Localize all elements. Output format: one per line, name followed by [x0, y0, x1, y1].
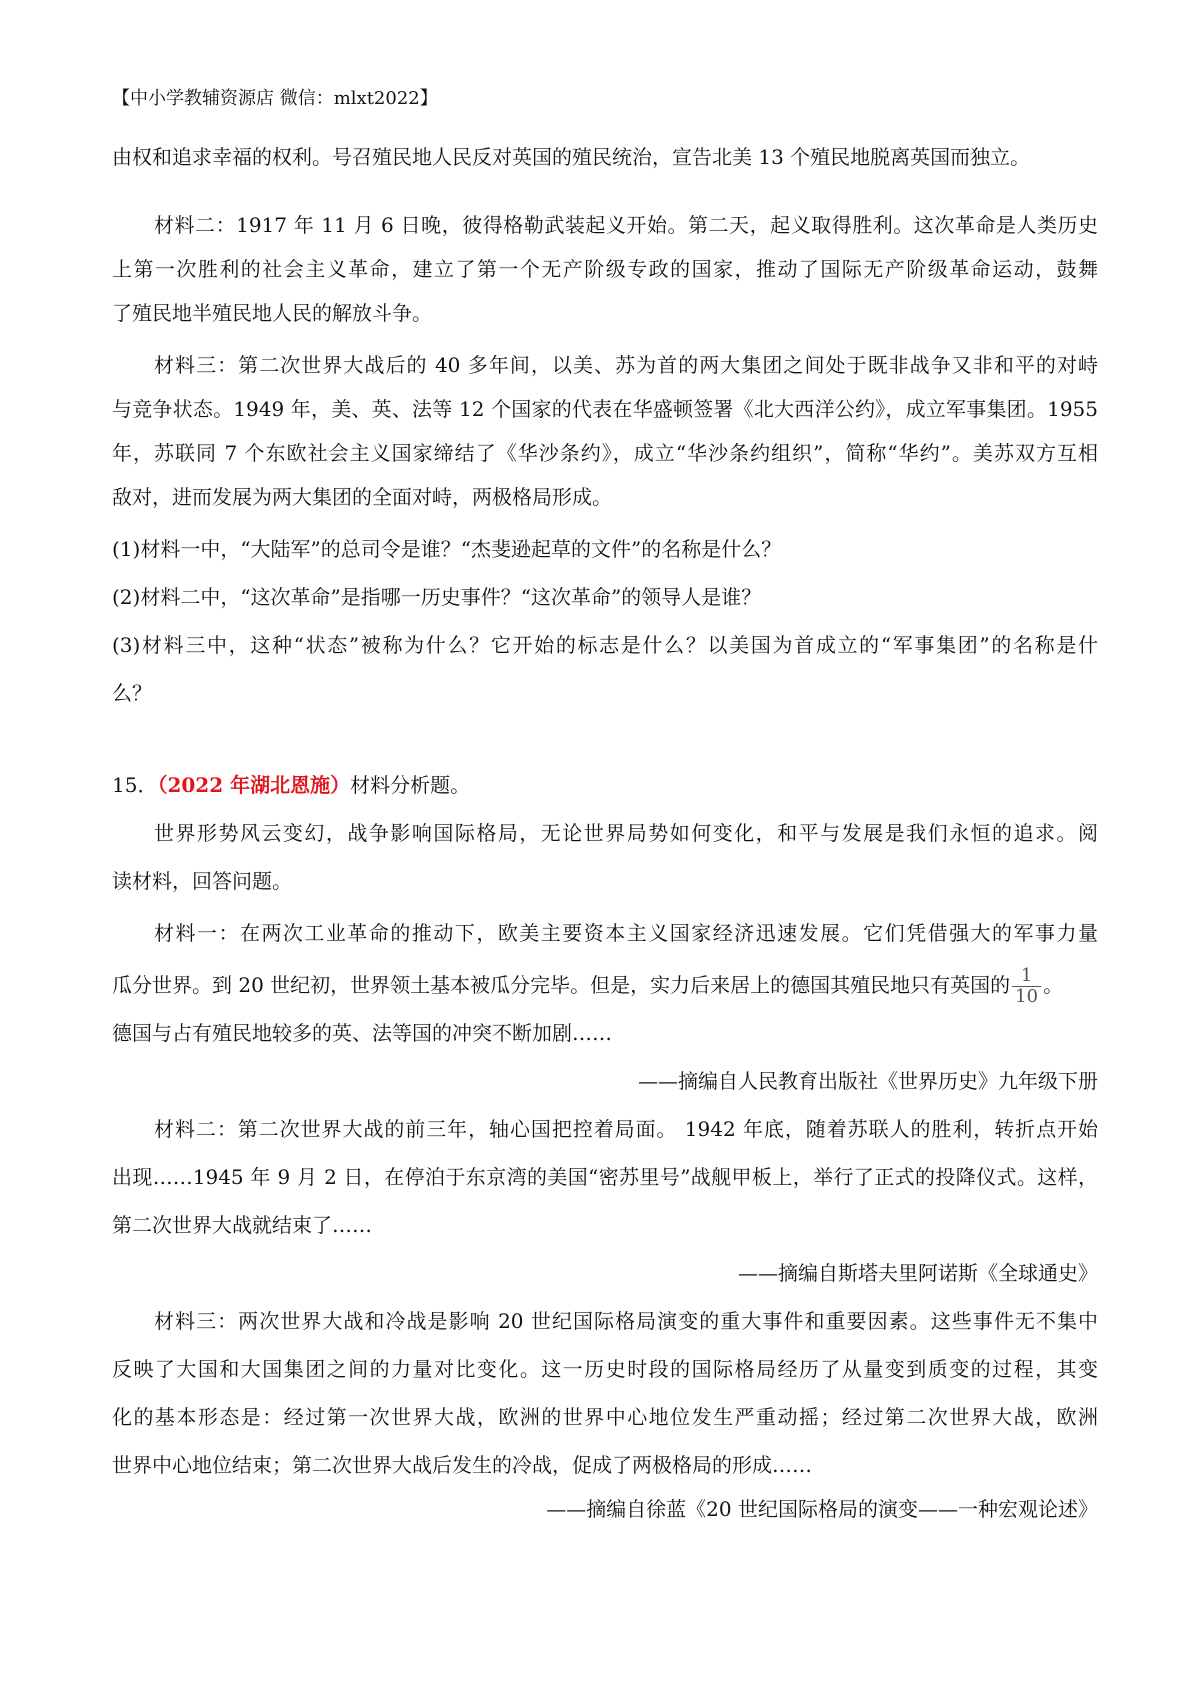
q15-material3-source: ——摘编自徐蓝《20 世纪国际格局的演变——一种宏观论述》 — [546, 1497, 1098, 1521]
question-3-line2: 么？ — [112, 681, 152, 705]
q15-material2-line2: 出现……1945 年 9 月 2 日，在停泊于东京湾的美国“密苏里号”战舰甲板上，举行了正式的投降仪式。这样， — [112, 1165, 1098, 1189]
question-number: 15． — [112, 773, 158, 797]
q15-material1-source: ——摘编自人民教育出版社《世界历史》九年级下册 — [638, 1069, 1098, 1093]
q15-material1-line2-text: 瓜分世界。到 20 世纪初，世界领土基本被瓜分完毕。但是，实力后来居上的德国其殖民地只有英国的 — [112, 973, 1011, 997]
fraction-one-tenth — [1012, 966, 1041, 1007]
question-15-heading — [112, 770, 1098, 800]
q15-material1-line2-end: 。 — [1043, 973, 1064, 997]
prev-material3-line3: 年，苏联同 7 个东欧社会主义国家缔结了《华沙条约》，成立“华沙条约组织”，简称“华约”。美苏双方互相 — [112, 441, 1098, 465]
q15-material3-line3: 化的基本形态是：经过第一次世界大战，欧洲的世界中心地位发生严重动摇；经过第二次世界大战，欧洲 — [112, 1405, 1098, 1429]
question-type-label: 材料分析题。 — [350, 773, 471, 797]
q15-material1-line3: 德国与占有殖民地较多的英、法等国的冲突不断加剧…… — [112, 1021, 612, 1045]
q15-material3-line1: 材料三：两次世界大战和冷战是影响 20 世纪国际格局演变的重大事件和重要因素。这些事件无不集中 — [154, 1309, 1098, 1333]
prev-material2-line3: 了殖民地半殖民地人民的解放斗争。 — [112, 301, 432, 325]
prev-material2-line2: 上第一次胜利的社会主义革命，建立了第一个无产阶级专政的国家，推动了国际无产阶级革命运动，鼓舞 — [112, 257, 1098, 281]
prev-material3-line1: 材料三：第二次世界大战后的 40 多年间，以美、苏为首的两大集团之间处于既非战争又非和平的对峙 — [154, 353, 1098, 377]
question-2: (2)材料二中，“这次革命”是指哪一历史事件？“这次革命”的领导人是谁？ — [112, 585, 762, 609]
material1-tail: 由权和追求幸福的权利。号召殖民地人民反对英国的殖民统治，宣告北美 13 个殖民地脱离英国而独立。 — [112, 145, 1031, 169]
q15-intro-line2: 读材料，回答问题。 — [112, 869, 292, 893]
fraction-numerator: 1 — [1020, 965, 1033, 986]
prev-material3-line4: 敌对，进而发展为两大集团的全面对峙，两极格局形成。 — [112, 485, 612, 509]
q15-material2-line1: 材料二：第二次世界大战的前三年，轴心国把控着局面。 1942 年底，随着苏联人的胜利，转折点开始 — [154, 1117, 1098, 1141]
q15-material1-line2 — [112, 966, 1098, 1007]
q15-material1-line1: 材料一：在两次工业革命的推动下，欧美主要资本主义国家经济迅速发展。它们凭借强大的军事力量 — [154, 921, 1098, 945]
q15-material2-line3: 第二次世界大战就结束了…… — [112, 1213, 372, 1237]
q15-material2-source: ——摘编自斯塔夫里阿诺斯《全球通史》 — [738, 1261, 1098, 1285]
question-source-tag: （2022 年湖北恩施） — [157, 773, 351, 797]
page-header: 【中小学教辅资源店 微信：mlxt2022】 — [112, 88, 438, 109]
question-3-line1: (3)材料三中，这种“状态”被称为什么？它开始的标志是什么？以美国为首成立的“军事集团”的名称是什 — [112, 633, 1098, 657]
q15-intro-line1: 世界形势风云变幻，战争影响国际格局，无论世界局势如何变化，和平与发展是我们永恒的追求。阅 — [154, 821, 1098, 845]
question-1: (1)材料一中，“大陆军”的总司令是谁？“杰斐逊起草的文件”的名称是什么？ — [112, 537, 782, 561]
prev-material2-line1: 材料二：1917 年 11 月 6 日晚，彼得格勒武装起义开始。第二天，起义取得胜利。这次革命是人类历史 — [154, 213, 1098, 237]
q15-material3-line2: 反映了大国和大国集团之间的力量对比变化。这一历史时段的国际格局经历了从量变到质变的过程，其变 — [112, 1357, 1098, 1381]
prev-material3-line2: 与竞争状态。1949 年，美、英、法等 12 个国家的代表在华盛顿签署《北大西洋公约》，成立军事集团。1955 — [112, 397, 1098, 421]
fraction-denominator: 10 — [1015, 986, 1039, 1007]
q15-material3-line4: 世界中心地位结束；第二次世界大战后发生的冷战，促成了两极格局的形成…… — [112, 1453, 812, 1477]
